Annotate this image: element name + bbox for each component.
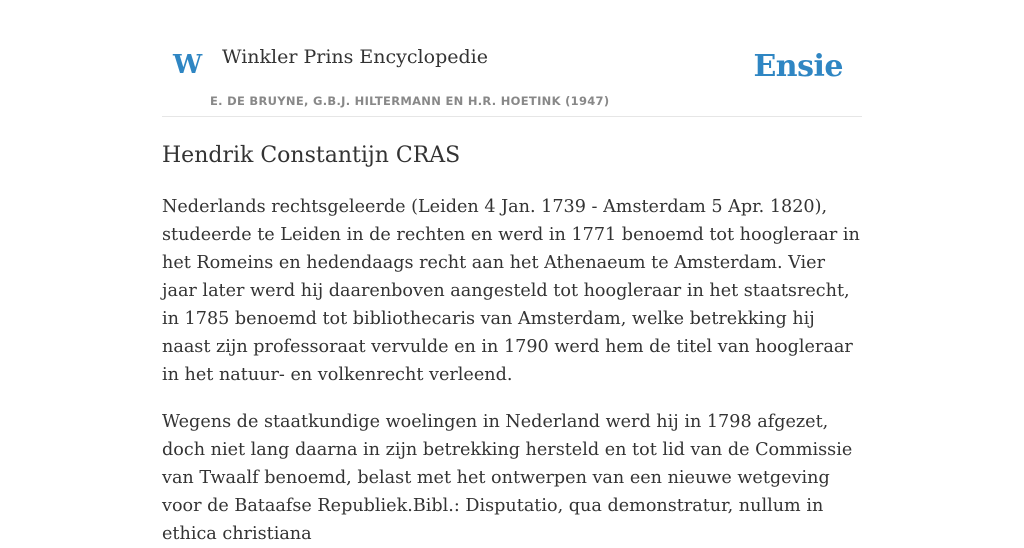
ensie-brand-logo[interactable]: Ensie bbox=[753, 49, 843, 84]
header bbox=[162, 0, 862, 117]
article-title: Hendrik Constantijn CRAS bbox=[162, 143, 461, 168]
article-paragraph-2: Wegens de staatkundige woelingen in Nederland werd hij in 1798 afgezet, doch niet lang daarna in zijn betrekking hersteld en tot lid van de Commissie van Twaalf benoemd, belast met het ontwerpen van een nieuwe wetgeving voor de Bataafse Republiek.Bibl.: Disputatio, qua demonstratur, nullum in ethica christiana bbox=[162, 412, 853, 544]
authors-line: E. DE BRUYNE, G.B.J. HILTERMANN EN H.R. HOETINK (1947) bbox=[210, 94, 610, 108]
article-paragraph-1: Nederlands rechtsgeleerde (Leiden 4 Jan. 1739 - Amsterdam 5 Apr. 1820), studeerde te Leiden in de rechten en werd in 1771 benoemd tot hoogleraar in het Romeins en hedendaags recht aan het Athenaeum te Amsterdam. Vier jaar later werd hij daarenboven aangesteld tot hoogleraar in het staatsrecht, in 1785 benoemd tot bibliothecaris van Amsterdam, welke betrekking hij naast zijn professoraat vervulde en in 1790 werd hem de titel van hoogleraar in het natuur- en volkenrecht verleend. bbox=[162, 197, 860, 385]
page bbox=[162, 0, 862, 548]
encyclopedia-logo-icon[interactable]: W bbox=[173, 50, 203, 80]
encyclopedia-title[interactable]: Winkler Prins Encyclopedie bbox=[222, 46, 488, 68]
